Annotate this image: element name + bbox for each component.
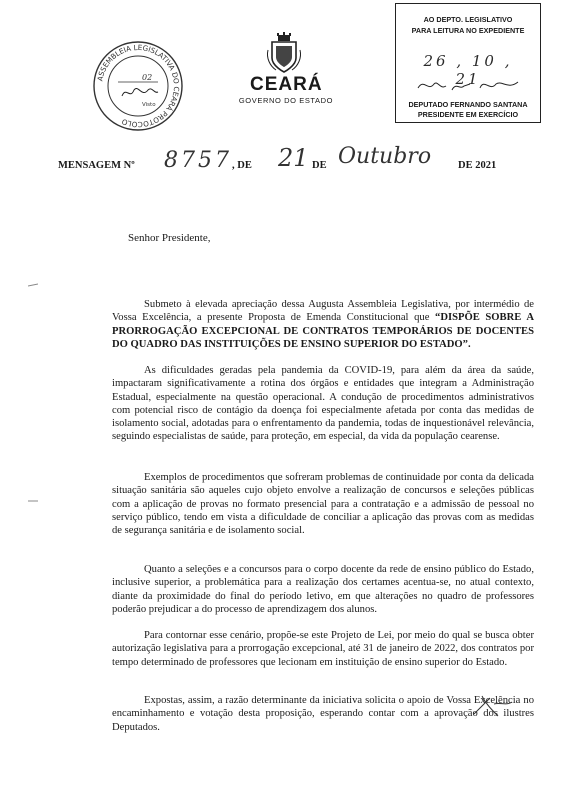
brand-name: CEARÁ [250,74,323,95]
stamp-line-1: AO DEPTO. LEGISLATIVO [423,15,513,24]
stamp-line-3: DEPUTADO FERNANDO SANTANA [408,100,528,109]
stamp-date: 26 , 10 , 21 [423,52,513,88]
paragraph-2: As dificuldades geradas pela pandemia da COVID-19, para além da área da saúde, impactaram significativamente a rotina dos órgãos e entidades que integram a Administração Estadual, especialmente na questão operacional. A condução de procedimentos administrativos com potencial risco de contágio da doença foi especialmente afetada por conta das medidas de isolamento social, adotadas para o enfrentamento da pandemia, todas de inquestionável relevância, seguindo especialistas de saúde, para proteção, em especial, da vida da população cearense. [112,365,534,443]
mensagem-month: Outubro [338,144,432,169]
stamp-inner-number: 02 [142,73,153,82]
paragraph-4: Quanto a seleções e a concursos para o corpo docente da rede de ensino público do Estado, inclusive superior, a problemática para a realização dos certames acentua-se, no atual contexto, diante da proximidade do final do período letivo, em que alterações no quadro de professores poderão prejudicar a do processo de aprendizagem dos alunos. [112,564,534,615]
signature-icon [414,74,524,96]
stamp-line-2: PARA LEITURA NO EXPEDIENTE [411,26,525,35]
proposal-title: “DISPÕE SOBRE A PRORROGAÇÃO EXCEPCIONAL DE CONTRATOS TEMPORÁRIOS DE DOCENTES DO QUADRO DAS INSTITUIÇÕES DE ENSINO SUPERIOR DO ESTADO”. [112,312,534,350]
paragraph-6: Expostas, assim, a razão determinante da iniciativa solicita o apoio de Vossa Excelência no encaminhamento e votação desta proposição, esperando contar com a aprovação dos ilustres Deputados. [112,695,534,733]
brand-subtitle: GOVERNO DO ESTADO [238,96,334,105]
paragraph-5: Para contornar esse cenário, propõe-se este Projeto de Lei, por meio do qual se busca obter autorização legislativa para a prorrogação excepcional, até 31 de janeiro de 2022, dos contratos por tempo determinado de professores que lecionam em instituição de ensino superior do Estado. [112,630,534,668]
mensagem-de-1: , DE [232,160,252,171]
stamp-line-4: PRESIDENTE EM EXERCÍCIO [417,110,519,119]
mensagem-number: 8757 [164,148,232,173]
initials-signature-icon [468,690,518,720]
paragraph-1 [112,298,534,351]
mensagem-year: DE 2021 [458,160,497,171]
mensagem-day: 21 [278,144,309,172]
stamp-ring-text: ASSEMBLEIA LEGISLATIVA DO CEARÁ PROTOCOLO [95,42,182,130]
reading-stamp-box [395,3,541,123]
stamp-visto: Visto [142,102,156,108]
protocol-stamp [92,40,184,132]
mensagem-de-2: DE [312,160,327,171]
paragraph-1-text: Submeto à elevada apreciação dessa Augusta Assembleia Legislativa, por intermédio de Vossa Excelência, a presente Proposta de Emenda Constitucional que [112,299,534,324]
salutation: Senhor Presidente, [128,232,211,244]
margin-mark-icon [28,282,38,288]
mensagem-label: MENSAGEM Nº [58,160,135,171]
paragraph-3: Exemplos de procedimentos que sofreram problemas de continuidade por conta da delicada situação sanitária são aqueles cujo objeto envolve a realização de concursos e seleções públicas com a aplicação de provas no formato presencial para a contratação e a admissão de pessoal no serviço público, tendo em vista a dificuldade de conciliar a aplicação das provas com as medidas de segurança sanitária e de isolamento social. [112,472,534,537]
margin-mark-icon [28,498,38,504]
coat-of-arms-icon [266,32,302,74]
